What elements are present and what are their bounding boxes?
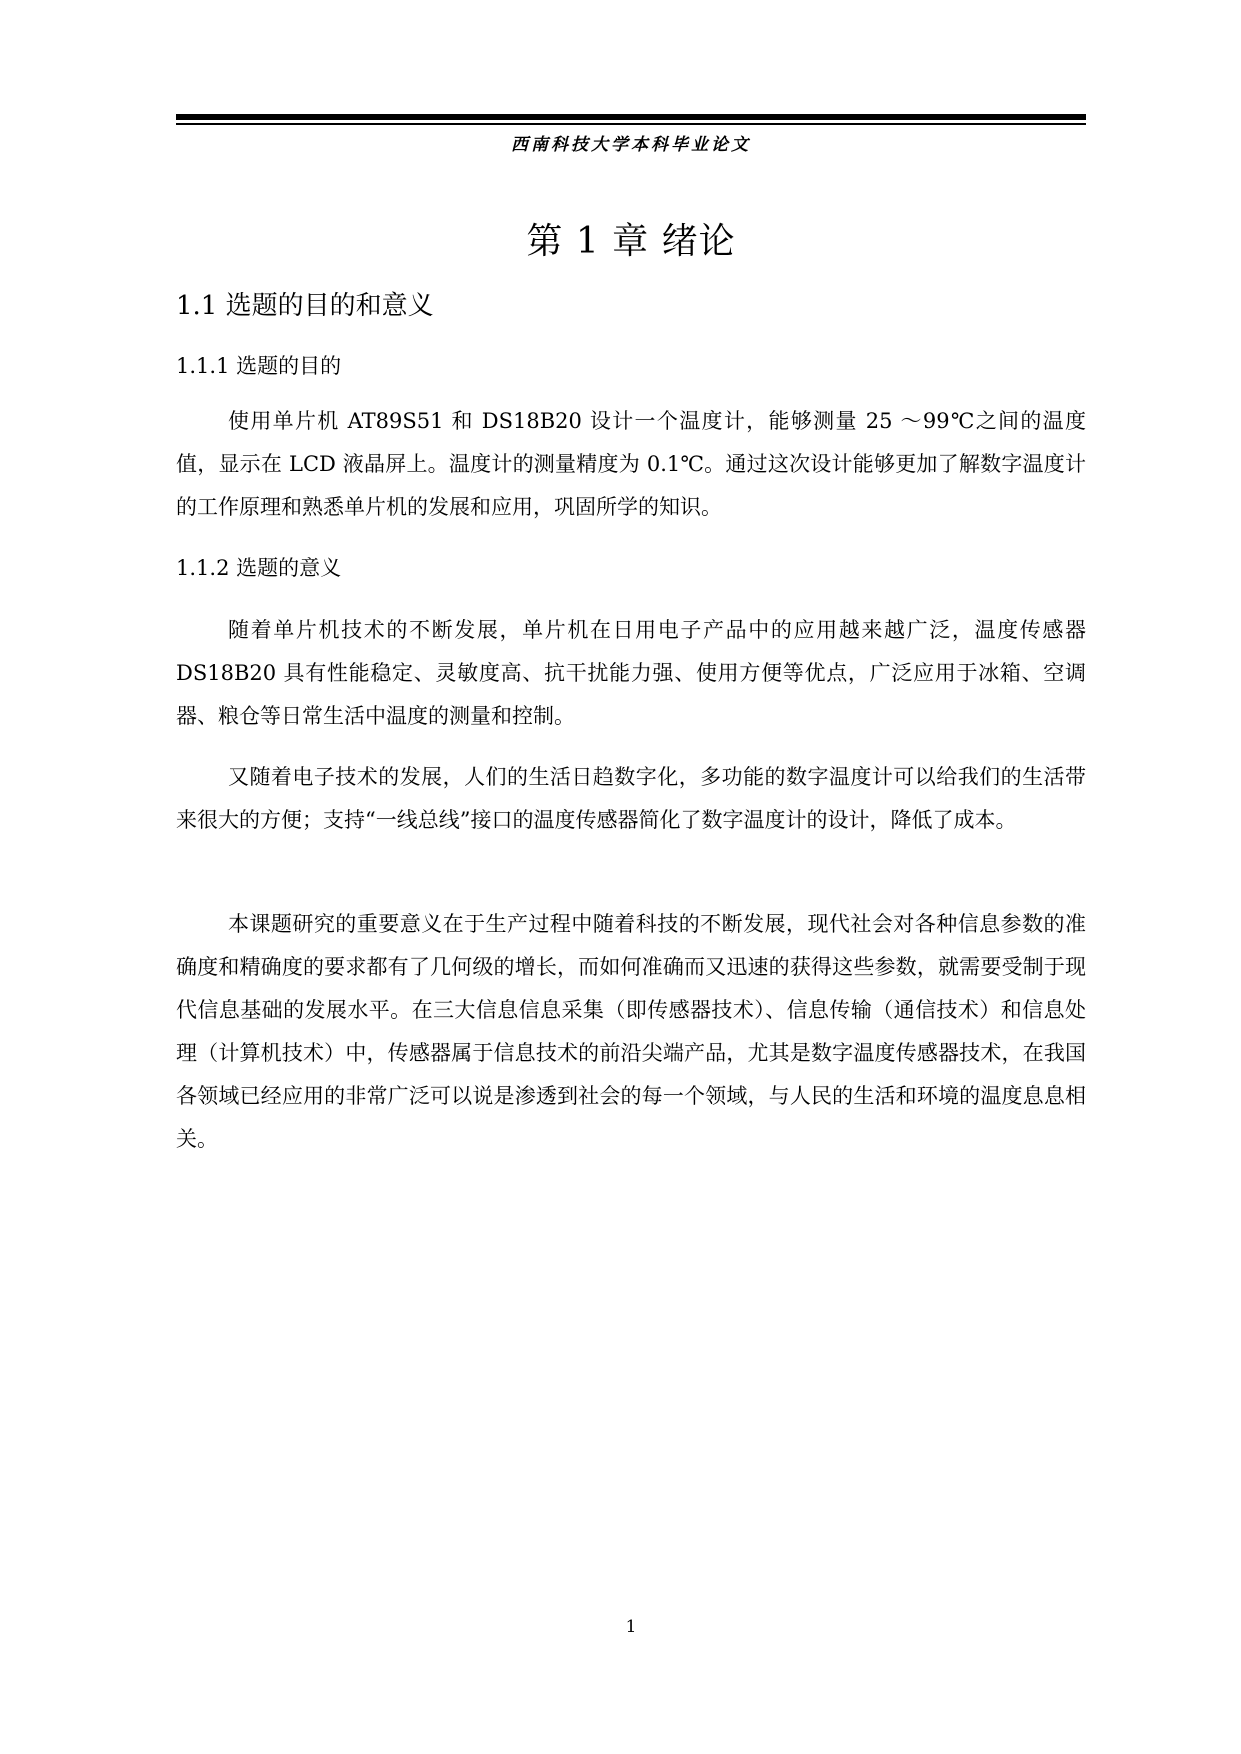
header-rule-thin [176,123,1086,125]
running-header: 西南科技大学本科毕业论文 [511,135,751,155]
paragraph-significance-3: 本课题研究的重要意义在于生产过程中随着科技的不断发展，现代社会对各种信息参数的准确度和精确度的要求都有了几何级的增长，而如何准确而又迅速的获得这些参数，就需要受制于现代信息基础的发展水平。在三大信息信息采集（即传感器技术）、信息传输（通信技术）和信息处理（计算机技术）中，传感器属于信息技术的前沿尖端产品，尤其是数字温度传感器技术，在我国各领域已经应用的非常广泛可以说是渗透到社会的每一个领域，与人民的生活和环境的温度息息相关。 [176,912,1086,1151]
chapter-title: 第 1 章 绪论 [526,221,736,262]
paragraph-significance-1: 随着单片机技术的不断发展，单片机在日用电子产品中的应用越来越广泛，温度传感器 DS18B20 具有性能稳定、灵敏度高、抗干扰能力强、使用方便等优点，广泛应用于冰箱、空调器、粮仓等日常生活中温度的测量和控制。 [176,618,1086,728]
paragraph-significance-2: 又随着电子技术的发展，人们的生活日趋数字化，多功能的数字温度计可以给我们的生活带来很大的方便；支持“一线总线”接口的温度传感器简化了数字温度计的设计，降低了成本。 [176,765,1086,832]
subsection-heading-purpose: 1.1.1 选题的目的 [176,354,342,378]
page-number: 1 [625,1617,637,1637]
section-heading: 1.1 选题的目的和意义 [176,291,434,321]
subsection-heading-significance: 1.1.2 选题的意义 [176,556,342,580]
header-rule-thick [176,114,1086,120]
paragraph-purpose: 使用单片机 AT89S51 和 DS18B20 设计一个温度计，能够测量 25 ～99℃之间的温度值，显示在 LCD 液晶屏上。温度计的测量精度为 0.1℃。通过这次设计能够更加了解数字温度计的工作原理和熟悉单片机的发展和应用，巩固所学的知识。 [176,409,1086,519]
